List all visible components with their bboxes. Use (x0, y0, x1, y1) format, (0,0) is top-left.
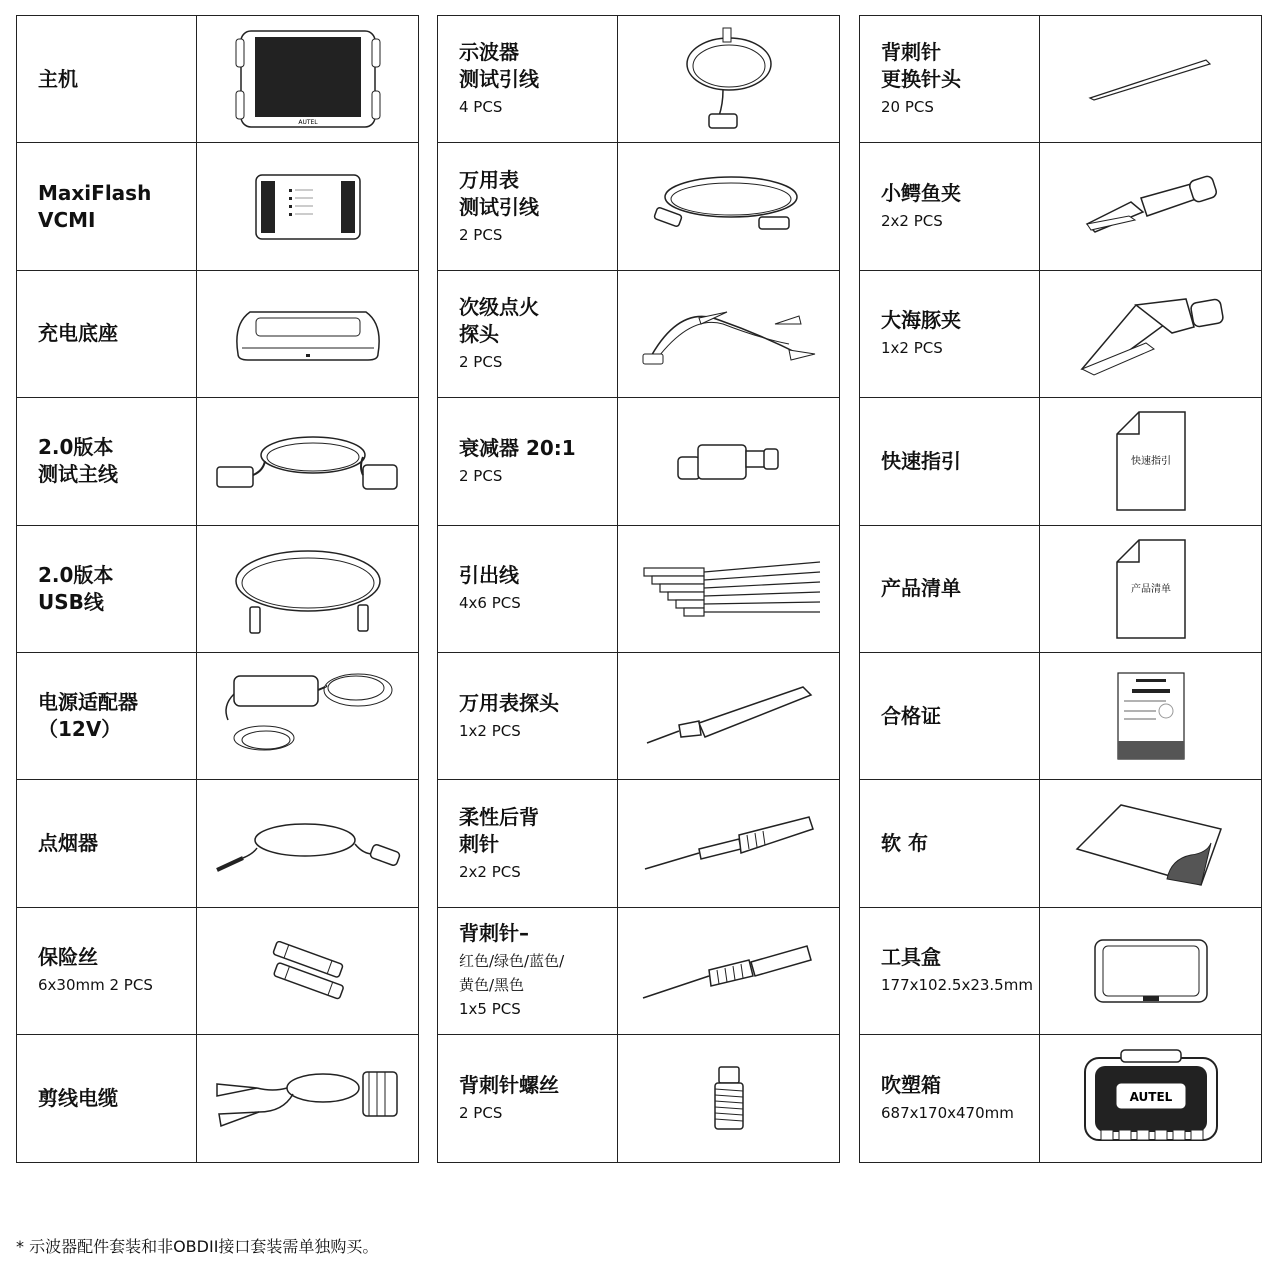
item-name: 背刺针 更换针头 (881, 40, 961, 92)
item-name: 背刺针螺丝 (459, 1072, 559, 1097)
list-item (860, 526, 1261, 653)
footnote: * 示波器配件套装和非OBDII接口套装需单独购买。 (16, 1237, 379, 1256)
list-item (17, 653, 418, 780)
item-name: 示波器 测试引线 (459, 40, 539, 92)
oscilloscope-lead-icon (679, 24, 779, 134)
packing-list-icon (1115, 538, 1187, 640)
item-name: 引出线 (459, 563, 519, 588)
list-item (438, 1035, 839, 1162)
ignition-probe-icon (639, 294, 819, 374)
replacement-tip-icon (1086, 54, 1216, 104)
item-quantity: 2 PCS (459, 225, 503, 244)
item-quantity: 4 PCS (459, 98, 503, 117)
list-item (17, 526, 418, 653)
list-item (438, 143, 839, 270)
flexible-back-probe-icon (639, 809, 819, 879)
item-name: 背刺针– (459, 921, 529, 946)
fuse-icon (263, 941, 353, 1001)
item-name: 吹塑箱 (881, 1072, 941, 1097)
list-item (438, 16, 839, 143)
item-name: 2.0版本 测试主线 (38, 435, 118, 487)
packing-list-column-1 (16, 15, 419, 1163)
item-quantity: 2 PCS (459, 1103, 503, 1122)
item-name: 柔性后背 刺针 (459, 804, 539, 856)
certificate-icon (1116, 671, 1186, 761)
carrying-case-icon (1081, 1048, 1221, 1148)
item-name: 点烟器 (38, 831, 98, 856)
case-logo: AUTEL (1129, 1090, 1172, 1105)
cigarette-lighter-cable-icon (213, 804, 403, 884)
list-item (438, 398, 839, 525)
list-item (17, 398, 418, 525)
charging-dock-icon (228, 304, 388, 364)
item-name: 万用表 测试引线 (459, 167, 539, 219)
vcmi-device-icon (253, 167, 363, 247)
list-item (17, 271, 418, 398)
list-item (17, 16, 418, 143)
item-name: 2.0版本 USB线 (38, 562, 114, 614)
item-quantity: 177x102.5x23.5mm (881, 976, 1033, 995)
list-item (17, 908, 418, 1035)
list-item (860, 908, 1261, 1035)
packing-list-column-2 (437, 15, 840, 1163)
list-item (860, 271, 1261, 398)
soft-cloth-icon (1071, 799, 1231, 889)
item-quantity: 红色/绿色/蓝色/ 黄色/黑色 1x5 PCS (459, 952, 565, 1019)
list-item (438, 908, 839, 1035)
item-name: 软 布 (881, 831, 928, 856)
item-quantity: 2 PCS (459, 352, 503, 371)
item-quantity: 6x30mm 2 PCS (38, 976, 153, 995)
list-item (860, 653, 1261, 780)
list-item (860, 16, 1261, 143)
list-item (438, 526, 839, 653)
quick-guide-label: 快速指引 (1130, 456, 1171, 468)
item-name: 快速指引 (881, 448, 961, 473)
usb-cable-icon (228, 539, 388, 639)
power-adapter-icon (218, 666, 398, 766)
small-alligator-clip-icon (1081, 172, 1221, 242)
svg-text:AUTEL: AUTEL (297, 119, 318, 127)
list-item (860, 1035, 1261, 1162)
list-item (438, 780, 839, 907)
packing-list-label: 产品清单 (1130, 583, 1171, 595)
item-name: 工具盒 (881, 945, 941, 970)
item-name: 万用表探头 (459, 690, 559, 715)
item-name: MaxiFlash VCMI (38, 180, 152, 232)
item-quantity: 1x2 PCS (881, 339, 943, 358)
multimeter-lead-icon (649, 167, 809, 247)
attenuator-icon (674, 431, 784, 491)
item-quantity: 2x2 PCS (459, 862, 521, 881)
item-quantity: 2 PCS (459, 466, 503, 485)
list-item (860, 780, 1261, 907)
list-item (17, 143, 418, 270)
back-probe-screw-icon (709, 1063, 749, 1133)
packing-list-column-3 (859, 15, 1262, 1163)
tablet-icon (233, 25, 383, 133)
item-name: 保险丝 (38, 945, 98, 970)
quick-guide-icon (1115, 410, 1187, 512)
item-name: 主机 (38, 66, 78, 91)
item-quantity: 687x170x470mm (881, 1103, 1014, 1122)
item-name: 电源适配器 （12V） (38, 690, 138, 742)
item-name: 衰减器 20:1 (459, 435, 576, 460)
breakout-leads-icon (634, 554, 824, 624)
back-probe-pin-icon (639, 936, 819, 1006)
item-name: 合格证 (881, 703, 941, 728)
item-name: 次级点火 探头 (459, 294, 539, 346)
item-name: 充电底座 (38, 321, 118, 346)
list-item (438, 271, 839, 398)
item-name: 大海豚夹 (881, 308, 961, 333)
item-name: 产品清单 (881, 576, 961, 601)
list-item (17, 780, 418, 907)
item-quantity: 1x2 PCS (459, 721, 521, 740)
tool-box-icon (1091, 936, 1211, 1006)
list-item (438, 653, 839, 780)
clipper-cable-icon (213, 1058, 403, 1138)
list-item (860, 398, 1261, 525)
list-item (17, 1035, 418, 1162)
item-name: 小鳄鱼夹 (881, 181, 961, 206)
item-quantity: 2x2 PCS (881, 212, 943, 231)
multimeter-probe-icon (639, 681, 819, 751)
item-quantity: 4x6 PCS (459, 594, 521, 613)
large-dolphin-clip-icon (1076, 289, 1226, 379)
list-item (860, 143, 1261, 270)
obd-cable-icon (213, 421, 403, 501)
item-name: 剪线电缆 (38, 1085, 118, 1110)
item-quantity: 20 PCS (881, 98, 934, 117)
